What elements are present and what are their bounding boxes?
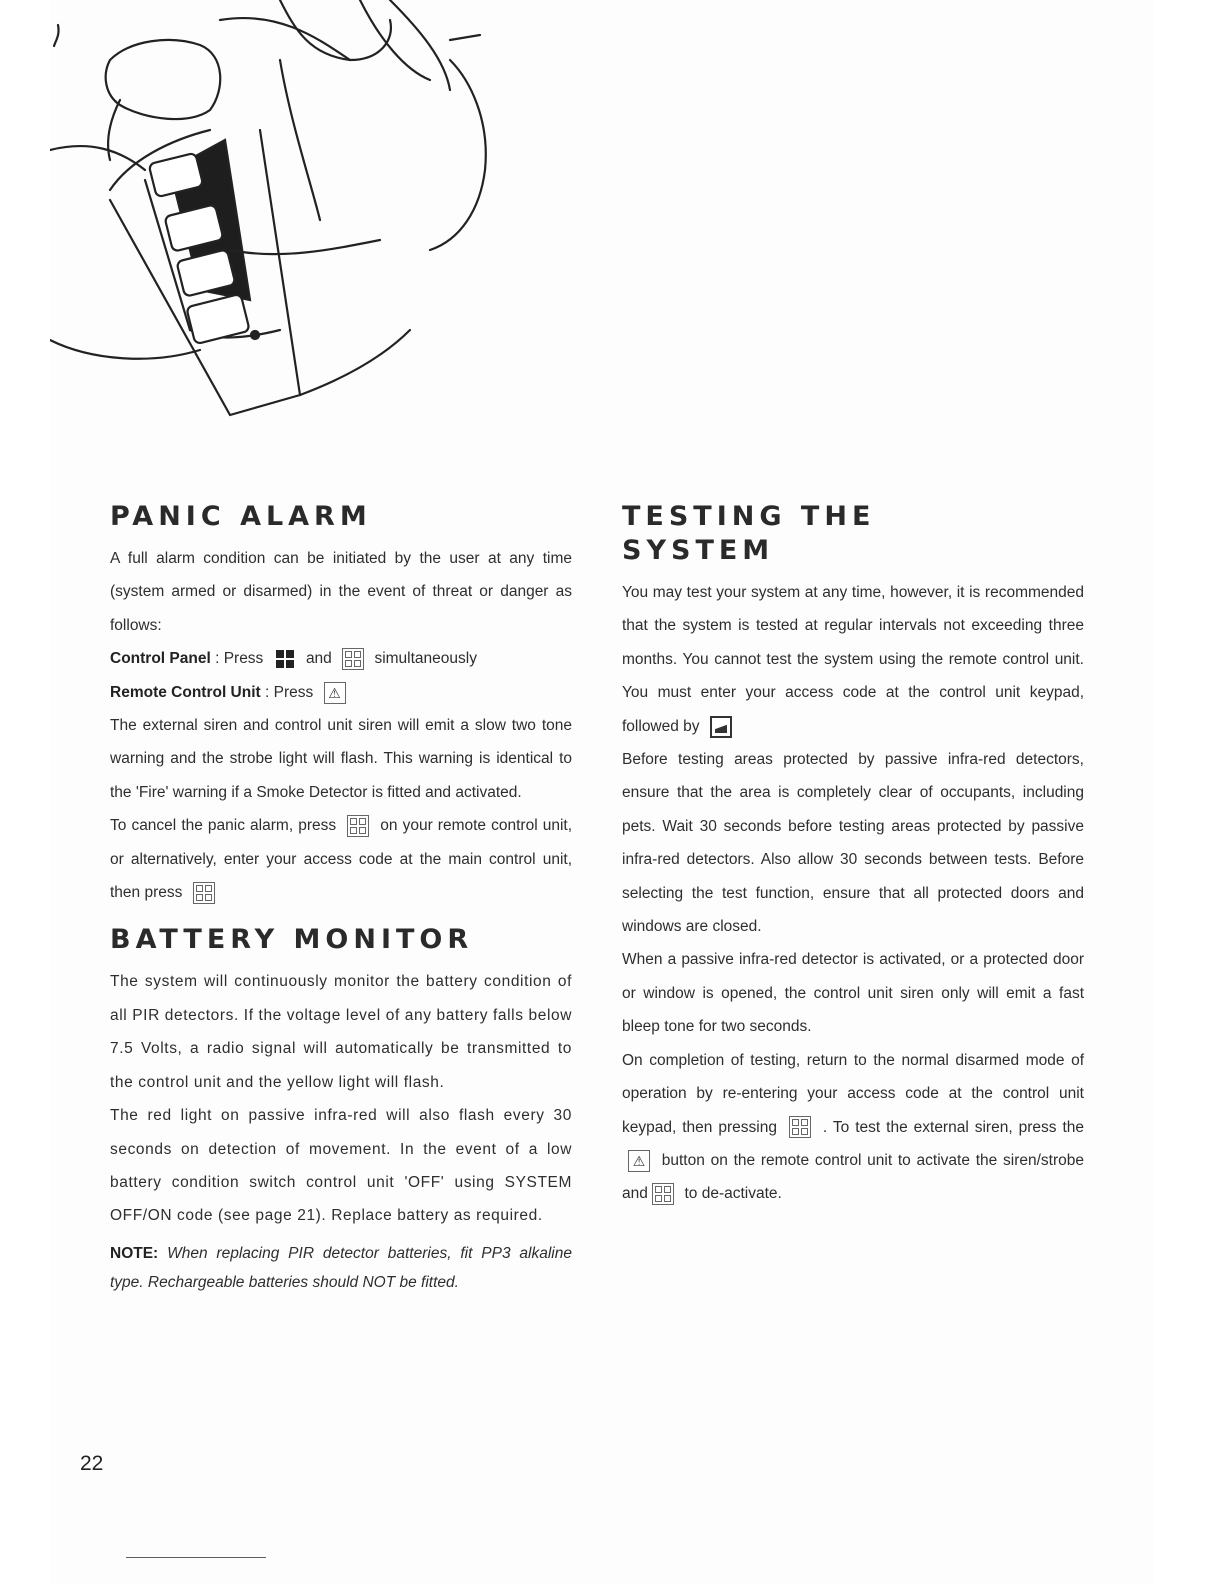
panic-intro-text: A full alarm condition can be initiated by the user at any time (system armed or disarmed) in the event of threat or danger as follows: <box>110 550 572 634</box>
footer-rule <box>126 1557 266 1558</box>
battery-monitor-heading: BATTERY MONITOR <box>110 924 474 956</box>
testing-paragraph-3: When a passive infra-red detector is activated, or a protected door or window is opened, the control unit siren only will emit a fast bleep tone for two seconds. <box>622 951 1084 1036</box>
testing-paragraph-4-text-c: button on the remote control unit to activate the siren/strobe and <box>622 1151 1084 1203</box>
testing-heading-line-1: TESTING THE <box>622 501 876 532</box>
control-panel-label: Control Panel <box>110 650 211 668</box>
page-number: 22 <box>80 1452 104 1475</box>
testing-paragraph-4-text-d: to de-activate. <box>684 1185 782 1203</box>
open-squares-key-icon <box>193 882 215 904</box>
part-set-key-icon <box>710 716 732 738</box>
open-squares-key-icon <box>652 1183 674 1205</box>
panic-alarm-heading: PANIC ALARM <box>110 501 372 532</box>
open-squares-key-icon <box>347 815 369 837</box>
panic-triangle-key-icon: ⚠ <box>324 682 346 704</box>
cancel-text-a: To cancel the panic alarm, press <box>110 817 337 835</box>
cancel-text-b: on your remote control unit, or alternatively, enter your access code at the main control unit, then press <box>110 817 573 902</box>
testing-paragraph-2: Before testing areas protected by passive infra-red detectors, ensure that the area is completely clear of occupants, including pets. Wait 30 seconds before testing areas protected by passive infra-red detectors. Also allow 30 seconds between tests. Before selecting the test function, ensure that all protected doors and windows are closed. <box>622 751 1084 936</box>
siren-description: The external siren and control unit siren will emit a slow two tone warning and the strobe light will flash. This warning is identical to the 'Fire' warning if a Smoke Detector is fitted and activated. <box>110 717 572 801</box>
simultaneously-text: simultaneously <box>374 650 477 668</box>
remote-control-unit-label: Remote Control Unit <box>110 683 261 701</box>
testing-paragraph-4 <box>622 1044 1084 1211</box>
battery-paragraph-2: The red light on passive infra-red will also flash every 30 seconds on detection of movement. In the event of a low battery condition switch control unit 'OFF' using SYSTEM OFF/ON code (see page 21). Replace battery as required. <box>110 1107 572 1225</box>
testing-heading-line-2: SYSTEM <box>622 535 775 566</box>
open-squares-key-icon <box>342 648 364 670</box>
control-panel-instruction <box>110 642 572 675</box>
and-text: and <box>305 650 332 668</box>
note-label: NOTE: <box>110 1244 159 1262</box>
note-text: When replacing PIR detector batteries, fit PP3 alkaline type. Rechargeable batteries should NOT be fitted. <box>110 1244 572 1291</box>
panic-intro <box>110 542 572 642</box>
right-column <box>622 500 1084 1211</box>
testing-paragraph-4-text-b: . To test the external siren, press the <box>822 1118 1085 1136</box>
solid-squares-key-icon <box>274 648 296 670</box>
press-text-2: : Press <box>265 683 314 701</box>
testing-paragraph-1 <box>622 576 1084 743</box>
press-text: : Press <box>215 650 264 668</box>
left-column <box>110 500 572 1297</box>
battery-paragraph-1: The system will continuously monitor the battery condition of all PIR detectors. If the voltage level of any battery falls below 7.5 Volts, a radio signal will automatically be transmitted to the control unit and the yellow light will flash. <box>110 973 572 1091</box>
remote-control-illustration <box>50 0 520 440</box>
remote-control-instruction <box>110 676 572 709</box>
open-squares-key-icon <box>789 1116 811 1138</box>
battery-note <box>110 1239 572 1297</box>
cancel-instruction <box>110 809 572 909</box>
testing-paragraph-4-text-a: On completion of testing, return to the normal disarmed mode of operation by re-entering your access code at the control unit keypad, then pressing <box>622 1051 1084 1136</box>
panic-triangle-key-icon: ⚠ <box>628 1150 650 1172</box>
testing-paragraph-1-text: You may test your system at any time, however, it is recommended that the system is tested at regular intervals not exceeding three months. You cannot test the system using the remote control unit. You must enter your access code at the control unit keypad, followed by <box>622 584 1084 735</box>
